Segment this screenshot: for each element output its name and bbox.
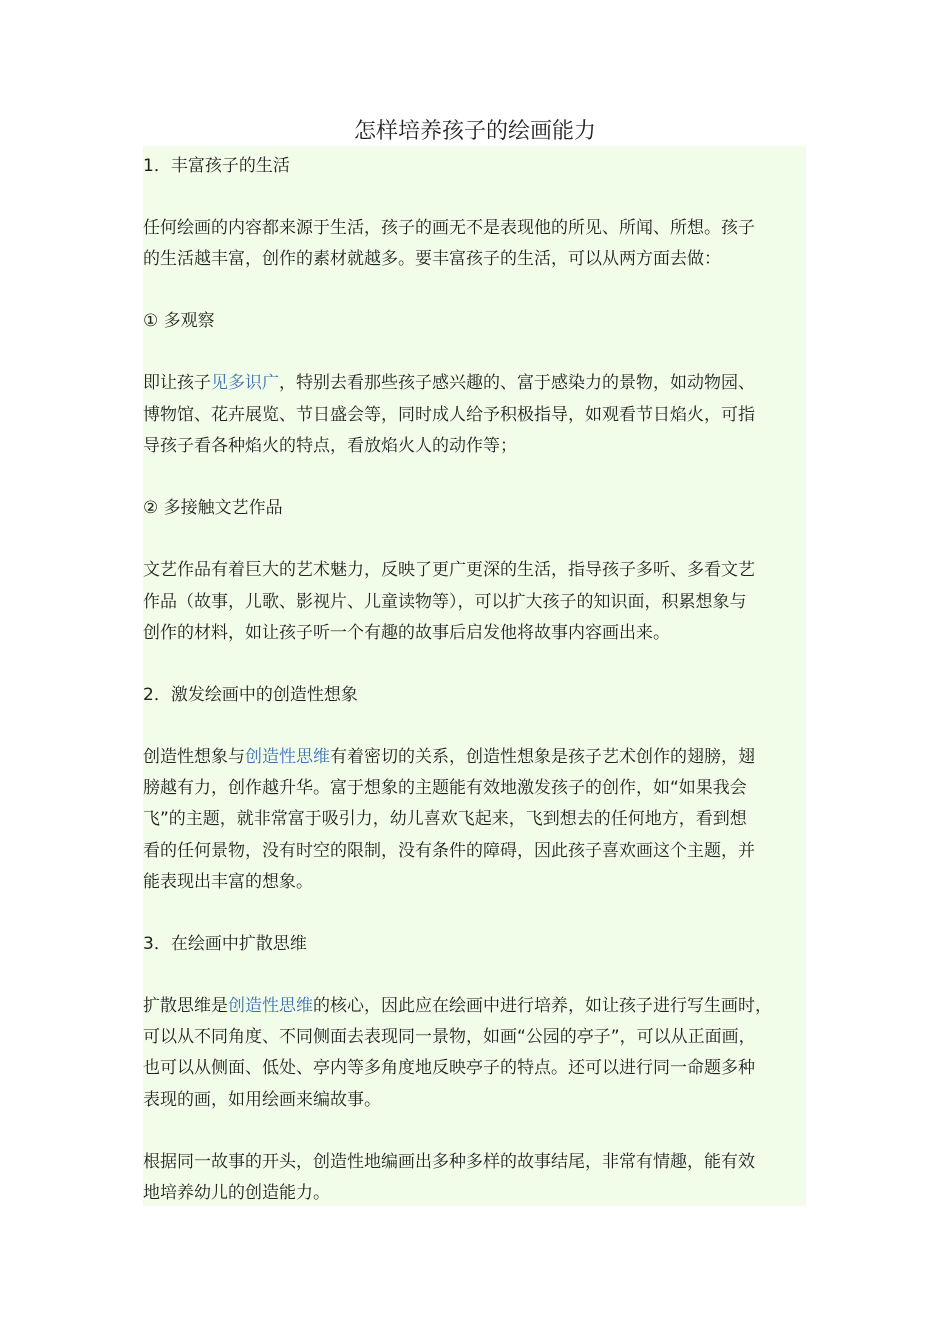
- paragraph-3-line-3: 创作的材料，如让孩子听一个有趣的故事后启发他将故事内容画出来。: [143, 623, 670, 643]
- link-jianduoshiguang[interactable]: 见多识广: [211, 373, 279, 393]
- paragraph-4-line-4: 看的任何景物，没有时空的限制，没有条件的障碍，因此孩子喜欢画这个主题，并: [143, 841, 755, 861]
- paragraph-5-line-4: 表现的画，如用绘画来编故事。: [143, 1090, 381, 1110]
- paragraph-5-line-1: [143, 993, 823, 1019]
- paragraph-5-line-2: 可以从不同角度、不同侧面去表现同一景物，如画“公园的亭子”，可以从正面画，: [143, 1027, 756, 1047]
- paragraph-2-line-2: 博物馆、花卉展览、节日盛会等，同时成人给予积极指导，如观看节日焰火，可指: [143, 405, 755, 425]
- document-title: 怎样培养孩子的绘画能力: [353, 119, 596, 144]
- paragraph-5-line-3: 也可以从侧面、低处、亭内等多角度地反映亭子的特点。还可以进行同一命题多种: [143, 1058, 755, 1078]
- paragraph-2-text-a: 即让孩子: [143, 373, 211, 393]
- paragraph-2-line-1: [143, 370, 823, 396]
- paragraph-3-line-2: 作品（故事，儿歌、影视片、儿童读物等），可以扩大孩子的知识面，积累想象与: [143, 592, 747, 612]
- paragraph-3-line-1: 文艺作品有着巨大的艺术魅力，反映了更广更深的生活，指导孩子多听、多看文艺: [143, 560, 755, 580]
- subheading-literary-works: ② 多接触文艺作品: [143, 498, 283, 518]
- paragraph-1-line-2: 的生活越丰富，创作的素材就越多。要丰富孩子的生活，可以从两方面去做：: [143, 249, 721, 269]
- link-creative-thinking-2[interactable]: 创造性思维: [228, 996, 313, 1016]
- paragraph-4-line-3: 飞”的主题，就非常富于吸引力，幼儿喜欢飞起来，飞到想去的任何地方，看到想: [143, 809, 747, 829]
- paragraph-1-line-1: 任何绘画的内容都来源于生活，孩子的画无不是表现他的所见、所闻、所想。孩子: [143, 218, 755, 238]
- paragraph-2-text-b: ，特别去看那些孩子感兴趣的、富于感染力的景物，如动物园、: [279, 373, 755, 393]
- paragraph-5-text-b: 的核心，因此应在绘画中进行培养，如让孩子进行写生画时，: [313, 996, 772, 1016]
- section-heading-1: 1．丰富孩子的生活: [143, 156, 290, 176]
- paragraph-6-line-1: 根据同一故事的开头，创造性地编画出多种多样的故事结尾，非常有情趣，能有效: [143, 1152, 755, 1172]
- paragraph-6-line-2: 地培养幼儿的创造能力。: [143, 1183, 330, 1203]
- section-heading-3: 3．在绘画中扩散思维: [143, 934, 307, 954]
- paragraph-5-text-a: 扩散思维是: [143, 996, 228, 1016]
- paragraph-4-text-a: 创造性想象与: [143, 747, 245, 767]
- paragraph-2-line-3: 导孩子看各种焰火的特点，看放焰火人的动作等；: [143, 436, 517, 456]
- subheading-observe: ① 多观察: [143, 311, 215, 331]
- section-heading-2: 2．激发绘画中的创造性想象: [143, 685, 358, 705]
- paragraph-4-text-b: 有着密切的关系，创造性想象是孩子艺术创作的翅膀，翅: [330, 747, 755, 767]
- paragraph-4-line-1: [143, 744, 823, 770]
- paragraph-4-line-2: 膀越有力，创作越升华。富于想象的主题能有效地激发孩子的创作，如“如果我会: [143, 778, 747, 798]
- paragraph-4-line-5: 能表现出丰富的想象。: [143, 872, 313, 892]
- link-creative-thinking[interactable]: 创造性思维: [245, 747, 330, 767]
